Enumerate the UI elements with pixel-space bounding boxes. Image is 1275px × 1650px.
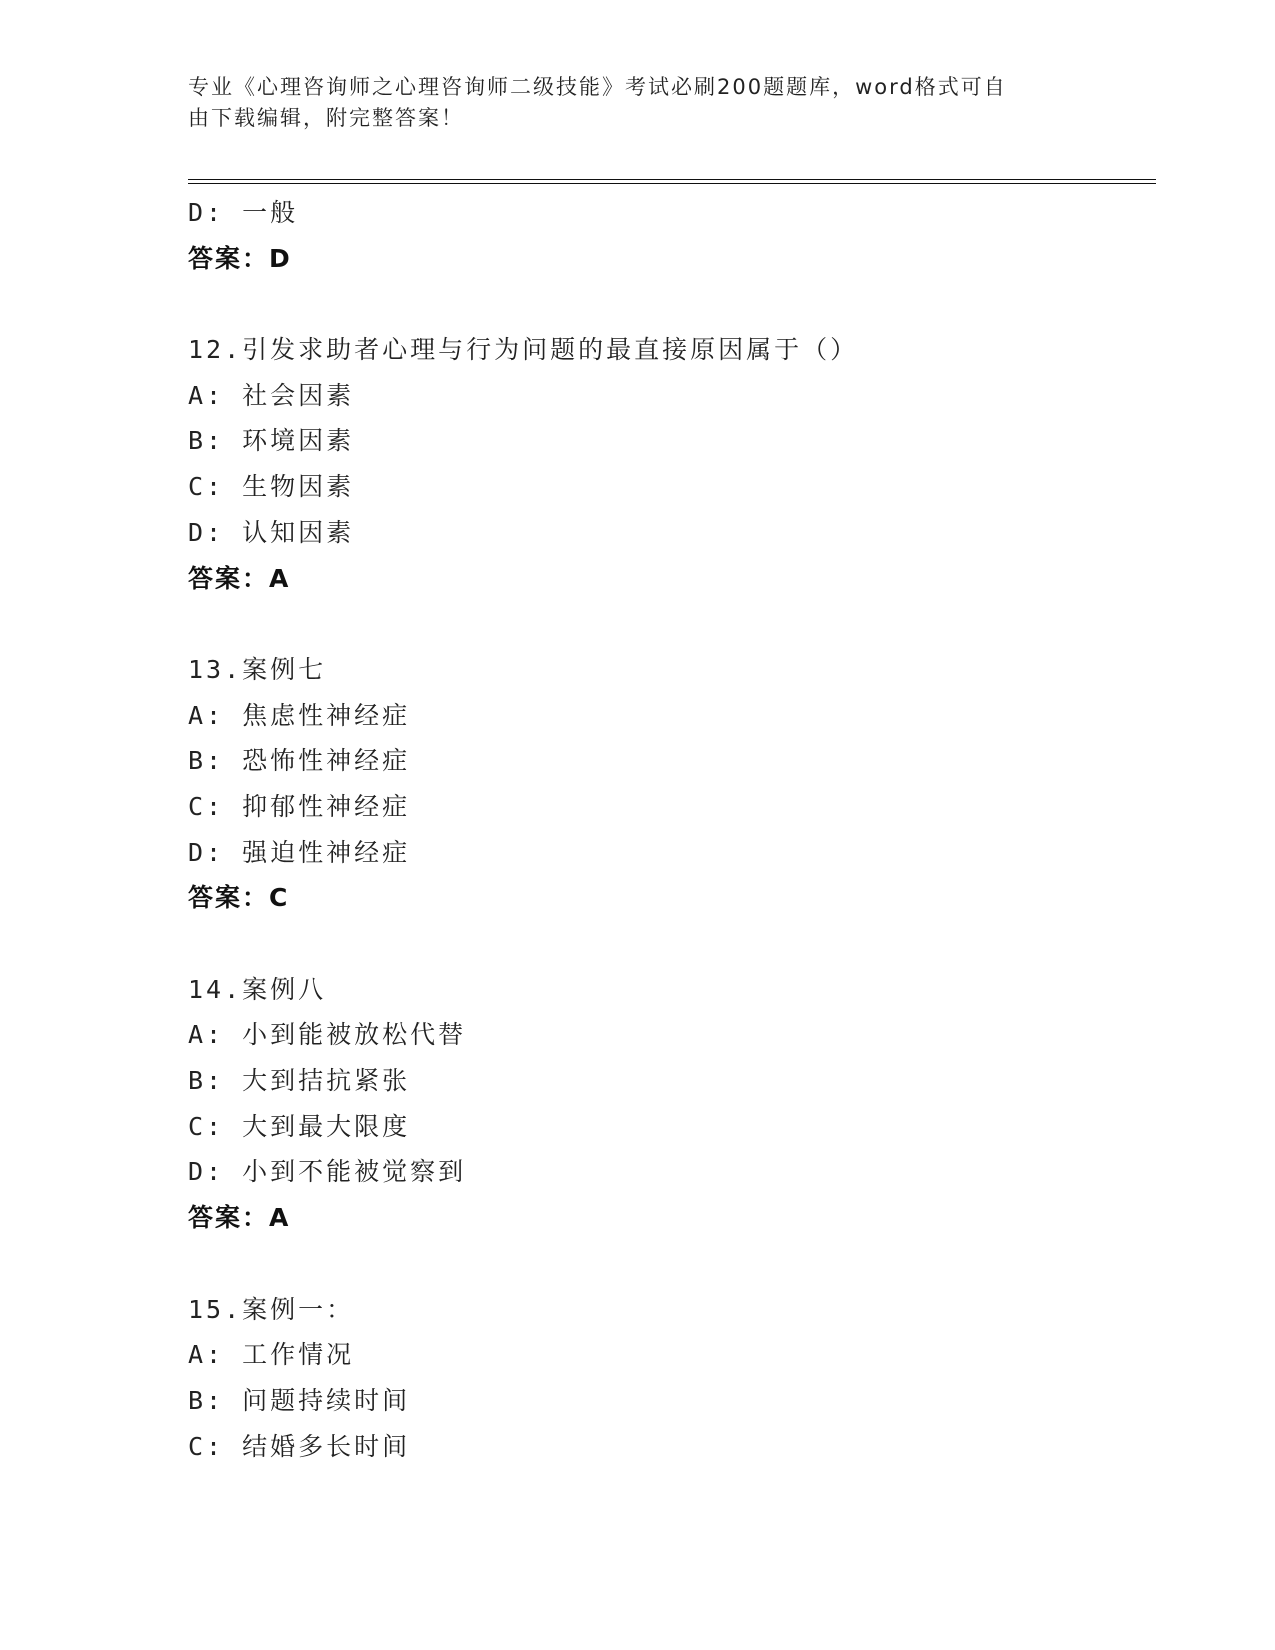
question-12 <box>188 327 1156 601</box>
option-a: A: 工作情况 <box>188 1340 355 1370</box>
option-a: A: 焦虑性神经症 <box>188 700 411 730</box>
option-d: D: 认知因素 <box>188 517 355 547</box>
option-c: C: 大到最大限度 <box>188 1111 411 1141</box>
question-14 <box>188 967 1156 1241</box>
document-header <box>188 72 1068 134</box>
spacer <box>188 1241 1156 1287</box>
previous-question-fragment <box>188 190 1156 281</box>
option-c: C: 抑郁性神经症 <box>188 791 411 821</box>
option-a: A: 小到能被放松代替 <box>188 1020 467 1050</box>
spacer <box>188 601 1156 647</box>
answer-line: 答案：A <box>188 563 291 593</box>
option-b: B: 环境因素 <box>188 426 355 456</box>
option-c: C: 生物因素 <box>188 472 355 502</box>
header-line-1: 专业《心理咨询师之心理咨询师二级技能》考试必刷200题题库，word格式可自 <box>188 75 1007 99</box>
header-divider-top <box>188 179 1156 180</box>
option-d: D: 小到不能被觉察到 <box>188 1157 467 1187</box>
answer-line: 答案：A <box>188 1203 291 1233</box>
spacer <box>188 281 1156 327</box>
option-b: B: 恐怖性神经症 <box>188 746 411 776</box>
question-stem: 14.案例八 <box>188 974 327 1004</box>
spacer <box>188 921 1156 967</box>
question-stem: 12.引发求助者心理与行为问题的最直接原因属于（） <box>188 335 859 365</box>
question-list <box>188 190 1156 1469</box>
question-13 <box>188 647 1156 921</box>
header-divider-bottom <box>188 183 1156 184</box>
answer-line: 答案：C <box>188 883 290 913</box>
question-stem: 13.案例七 <box>188 654 327 684</box>
option-b: B: 大到拮抗紧张 <box>188 1066 411 1096</box>
option-a: A: 社会因素 <box>188 380 355 410</box>
question-stem: 15.案例一： <box>188 1294 355 1324</box>
option-d: D: 强迫性神经症 <box>188 837 411 867</box>
question-15 <box>188 1287 1156 1470</box>
option-c: C: 结婚多长时间 <box>188 1431 411 1461</box>
option-d: D: 一般 <box>188 198 299 227</box>
option-b: B: 问题持续时间 <box>188 1385 411 1415</box>
answer-line: 答案：D <box>188 243 292 273</box>
header-line-2: 由下载编辑，附完整答案！ <box>188 106 464 130</box>
